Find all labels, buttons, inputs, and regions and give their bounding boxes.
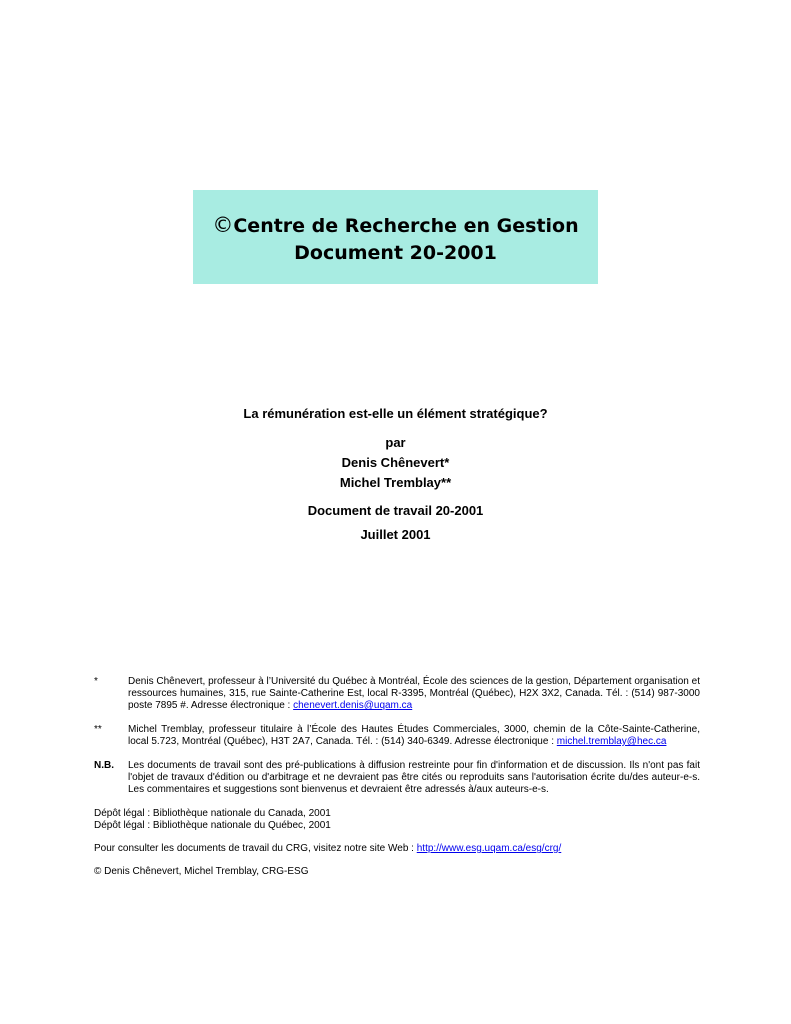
nb-mark: N.B. xyxy=(94,760,114,771)
author-2: Michel Tremblay** xyxy=(339,475,452,490)
footnote-mark: ** xyxy=(94,724,102,735)
legal-deposit-canada: Dépôt légal : Bibliothèque nationale du Canada, 2001 xyxy=(94,808,331,819)
publication-date: Juillet 2001 xyxy=(360,527,431,542)
website-link[interactable]: http://www.esg.uqam.ca/esg/crg/ xyxy=(416,843,562,854)
email-link-chenevert[interactable]: chenevert.denis@uqam.ca xyxy=(293,700,413,711)
website-note-text: Pour consulter les documents de travail du CRG, visitez notre site Web : xyxy=(94,843,417,854)
working-paper-number: Document de travail 20-2001 xyxy=(307,503,484,518)
footnote-body xyxy=(128,676,700,712)
paper-title: La rémunération est-elle un élément stratégique? xyxy=(243,406,548,421)
header-banner xyxy=(193,190,598,284)
footnote-body xyxy=(128,724,700,748)
banner-title: Centre de Recherche en Gestion xyxy=(233,215,579,237)
author-1: Denis Chênevert* xyxy=(341,455,450,470)
footnote-mark: * xyxy=(94,676,98,687)
website-note xyxy=(94,843,561,855)
by-label: par xyxy=(385,435,406,450)
footnote-text: Michel Tremblay, professeur titulaire à l’École des Hautes Études Commerciales, 3000, chemin de la Côte-Sainte-Catherine, local 5.723, Montréal (Québec), H3T 2A7, Canada. Tél. : (514) 340-6349. Adresse électronique : xyxy=(128,724,700,747)
footnote-text: Denis Chênevert, professeur à l’Université du Québec à Montréal, École des sciences de la gestion, Département organisation et ressources humaines, 315, rue Sainte-Catherine Est, local R-3395, Montréal (Québec), H2X 3X2, Canada. Tél. : (514) 987-3000 poste 7895 #. Adresse électronique : xyxy=(128,676,700,711)
legal-deposit-quebec: Dépôt légal : Bibliothèque nationale du Québec, 2001 xyxy=(94,820,331,831)
copyright-symbol: © xyxy=(212,213,234,237)
nb-text: Les documents de travail sont des pré-publications à diffusion restreinte pour fin d'information et de discussion. Ils n'ont pas fait l'objet de travaux d'édition ou d'arbitrage et ne devraient pas être cités ou reproduits sans l'autorisation écrite du/des auteur-e-s. Les commentaires et suggestions sont bienvenus et devraient être adressés à/aux auteurs-e-s. xyxy=(128,760,700,795)
banner-line-1 xyxy=(193,212,598,240)
banner-document-number: Document 20-2001 xyxy=(294,242,497,264)
copyright-notice: © Denis Chênevert, Michel Tremblay, CRG-ESG xyxy=(94,866,309,877)
email-link-tremblay[interactable]: michel.tremblay@hec.ca xyxy=(556,736,667,747)
